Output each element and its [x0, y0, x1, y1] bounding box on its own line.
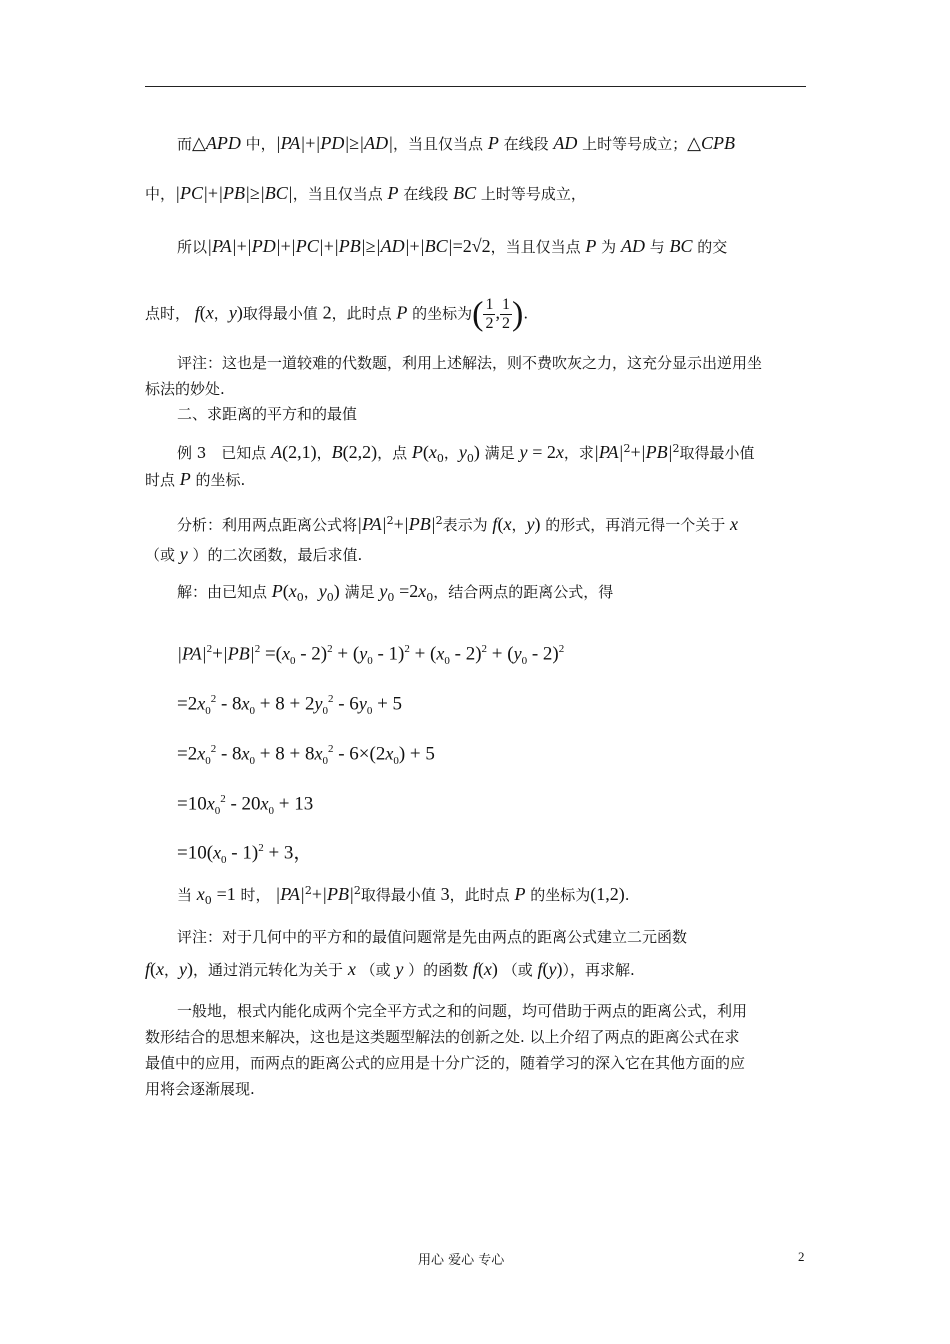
equation-line: $|PA|^2+|PB|^2 =(x_0 - 2)^2 + (y_0 - 1)^2 + (x_0 - 2)^2 + (y_0 - 2)^2$	[177, 643, 565, 668]
paragraph-line: 最值中的应用，而两点的距离公式的应用是十分广泛的，随着学习的深入它在其他方面的应	[145, 1054, 746, 1072]
page-number: 2	[798, 1249, 805, 1264]
text-line: 中，|PC|+|PB|≥|BC|，当且仅当点 P 在线段 BC 上时等号成立，	[145, 183, 586, 203]
equation-line: $=10(x_0 - 1)^2 + 3$，	[177, 842, 313, 867]
solution-line: 解：由已知点 $P(x_0$，$y_0$) 满足 $y_0 =2x_0$，结合两点的距离公式，得	[177, 581, 614, 604]
equation-line: $=2x_0^2 - 8x_0 + 8 + 8x_0^2 - 6\times(2x_0) + 5$	[177, 743, 435, 768]
paragraph-line: 用将会逐渐展现.	[145, 1080, 255, 1098]
text-line: 所以|PA|+|PD|+|PC|+|PB|≥|AD|+|BC|=2√2，当且仅当点 P 为 AD 与 BC 的交	[177, 236, 728, 256]
footer-text: 用心 爱心 专心	[418, 1253, 505, 1268]
comment-line: 评注：这也是一道较难的代数题，利用上述解法，则不费吹灰之力，这充分显示出逆用坐	[177, 354, 763, 372]
section-heading: 二、求距离的平方和的最值	[177, 405, 358, 423]
header-rule	[145, 86, 806, 87]
equation-line: $=10x_0^2 - 20x_0 + 13$	[177, 793, 314, 818]
result-line: 当 $x_0 =1$ 时， $|PA|^2+|PB|^2$取得最小值 3，此时点 P 的坐标为(1,2).	[177, 884, 630, 907]
paragraph-line: 一般地，根式内能化成两个完全平方式之和的问题，均可借助于两点的距离公式，利用	[177, 1002, 748, 1020]
text-line: 点时， f(x，y)取得最小值 2，此时点 P 的坐标为( $\frac{1}{2}$ , $\frac{1}{2}$ ).	[145, 295, 529, 333]
comment-line: f(x，y)，通过消元转化为关于 x （或 y ）的函数 f(x) （或 f(y)），再求解.	[145, 959, 635, 979]
example-line: 时点 P 的坐标.	[145, 469, 246, 489]
text-line: 而△APD 中，|PA|+|PD|≥|AD|，当且仅当点 P 在线段 AD 上时等号成立；△CPB	[177, 133, 735, 153]
analysis-line: （或 y ）的二次函数，最后求值.	[145, 544, 363, 564]
equation-line: $=2x_0^2 - 8x_0 + 8 + 2y_0^2 - 6y_0 + 5$	[177, 693, 403, 718]
comment-line: 评注：对于几何中的平方和的最值问题常是先由两点的距离公式建立二元函数	[177, 928, 688, 946]
paragraph-line: 数形结合的思想来解决，这也是这类题型解法的创新之处. 以上介绍了两点的距离公式在求	[145, 1028, 740, 1046]
analysis-line: 分析：利用两点距离公式将$|PA|^2+|PB|^2$表示为 f(x，y) 的形式，再消元得一个关于 x	[177, 514, 738, 534]
example-line: 例 3 已知点 A(2,1)，B(2,2)，点 $P(x_0$，$y_0$) 满足 y = 2x，求$|PA|^2+|PB|^2$取得最小值	[177, 442, 755, 465]
comment-line: 标法的妙处.	[145, 380, 225, 398]
